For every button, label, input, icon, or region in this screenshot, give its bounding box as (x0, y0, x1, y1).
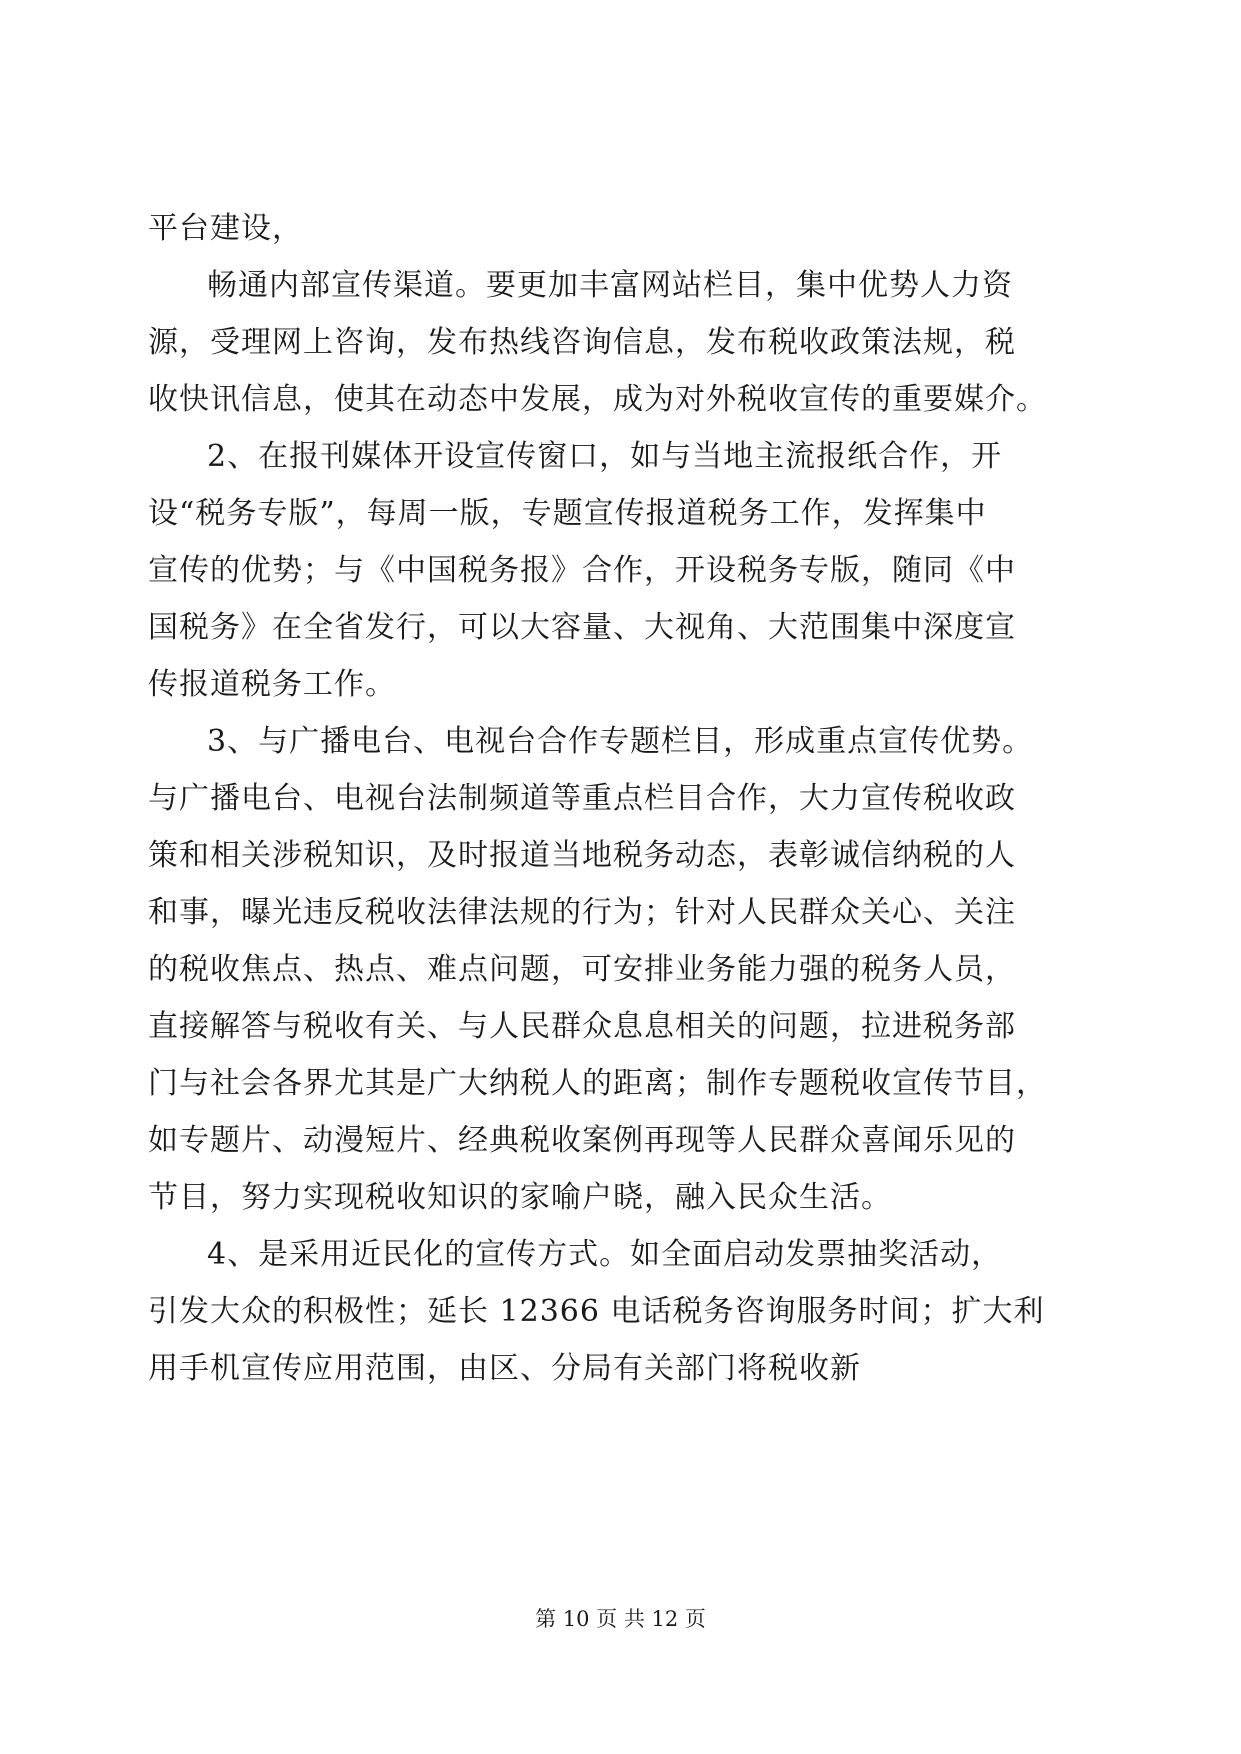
text-line-1: 平台建设， (148, 211, 303, 246)
text-line-9: 传报道税务工作。 (148, 667, 396, 702)
text-line-19: 4、是采用近民化的宣传方式。如全面启动发票抽奖活动， (207, 1237, 1003, 1272)
text-line-21: 用手机宣传应用范围，由区、分局有关部门将税收新 (148, 1351, 861, 1386)
text-line-4: 收快讯信息，使其在动态中发展，成为对外税收宣传的重要媒介。 (148, 382, 1047, 417)
text-line-6: 设“税务专版”，每周一版，专题宣传报道税务工作，发挥集中 (148, 496, 987, 531)
text-line-2: 畅通内部宣传渠道。要更加丰富网站栏目，集中优势人力资 (207, 268, 1013, 303)
text-line-3: 源，受理网上咨询，发布热线咨询信息，发布税收政策法规，税 (148, 325, 1016, 360)
text-line-18: 节目，努力实现税收知识的家喻户晓，融入民众生活。 (148, 1180, 892, 1215)
text-line-20: 引发大众的积极性；延长 12366 电话税务咨询服务时间；扩大利 (148, 1294, 1045, 1329)
text-line-8: 国税务》在全省发行，可以大容量、大视角、大范围集中深度宣 (148, 610, 1016, 645)
text-line-7: 宣传的优势；与《中国税务报》合作，开设税务专版，随同《中 (148, 553, 1016, 588)
text-line-16: 门与社会各界尤其是广大纳税人的距离；制作专题税收宣传节目， (148, 1066, 1047, 1101)
page-number-footer: 第 10 页 共 12 页 (535, 1607, 706, 1631)
text-line-10: 3、与广播电台、电视台合作专题栏目，形成重点宣传优势。 (207, 724, 1034, 759)
text-line-14: 的税收焦点、热点、难点问题，可安排业务能力强的税务人员， (148, 952, 1016, 987)
text-line-12: 策和相关涉税知识，及时报道当地税务动态，表彰诚信纳税的人 (148, 838, 1016, 873)
text-line-13: 和事，曝光违反税收法律法规的行为；针对人民群众关心、关注 (148, 895, 1016, 930)
text-line-5: 2、在报刊媒体开设宣传窗口，如与当地主流报纸合作，开 (207, 439, 1003, 474)
text-line-17: 如专题片、动漫短片、经典税收案例再现等人民群众喜闻乐见的 (148, 1123, 1016, 1158)
text-line-15: 直接解答与税收有关、与人民群众息息相关的问题，拉进税务部 (148, 1009, 1016, 1044)
text-line-11: 与广播电台、电视台法制频道等重点栏目合作，大力宣传税收政 (148, 781, 1016, 816)
